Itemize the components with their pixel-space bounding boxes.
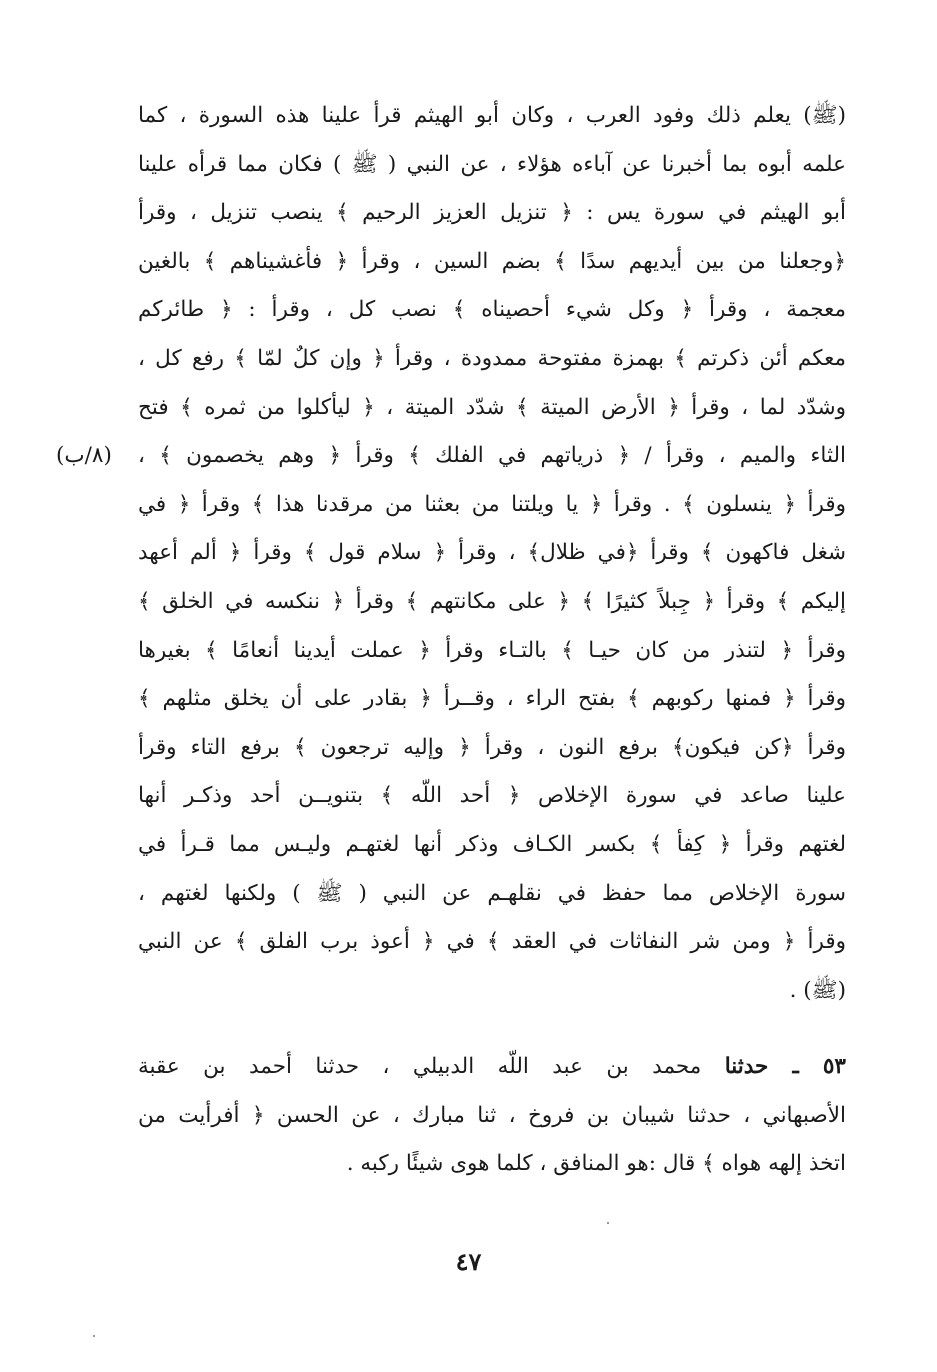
page-number: ٤٧ [455,1247,482,1276]
text-line: (ﷺ) . [789,977,846,1003]
text-line: الأصبهاني ، حدثنا شيبان بن فروخ ، ثنا مبارك ، عن الحسن ﴿ أفرأيت من [138,1102,846,1128]
text-line: وشدّد لما ، وقرأ ﴿ الأرض الميتة ﴾ شدّد الميتة ، ﴿ ليأكلوا من ثمره ﴾ فتح [138,394,846,420]
text-line: أبو الهيثم في سورة يس : ﴿ تنزيل العزيز الرحيم ﴾ ينصب تنزيل ، وقرأ [138,200,846,226]
text-line: لغتهم وقرأ ﴿ كِفأ ﴾ بكسر الكـاف وذكر أنها لغتهـم وليـس مما قـرأ في [138,831,846,857]
text-line: سورة الإخلاص مما حفظ في نقلهـم عن النبي ( ﷺ ) ولكنها لغتهم ، [138,880,846,906]
text-line: شغل فاكهون ﴾ وقرأ ﴿في ظلال﴾ ، وقرأ ﴿ سلام قول ﴾ وقرأ ﴿ ألم أعهد [138,540,846,566]
text-line: وقرأ ﴿ لتنذر من كان حيـا ﴾ بالتـاء وقرأ ﴿ عملت أيدينا أنعامًا ﴾ بغيرها [138,637,846,663]
scan-speck [607,1222,609,1224]
text-line: اتخذ إلهه هواه ﴾ قال :هو المنافق ، كلما هوى شيئًا ركبه . [346,1151,846,1177]
text-line: وقرأ ﴿ ينسلون ﴾ . وقرأ ﴿ يا ويلتنا من بعثنا من مرقدنا هذا ﴾ وقرأ ﴿ في [138,491,846,517]
text-line: معكم أئن ذكرتم ﴾ بهمزة مفتوحة ممدودة ، وقرأ ﴿ وإن كلٌ لمّا ﴾ رفع كل ، [138,345,846,371]
paragraph-1 [138,92,846,1015]
text-line: ﴿وجعلنا من بين أيديهم سدًا ﴾ بضم السين ، وقرأ ﴿ فأغشيناهم ﴾ بالغين [138,248,846,274]
text-line: علينا صاعد في سورة الإخلاص ﴿ أحد اللّه ﴾ بتنويــن أحد وذكـر أنها [138,783,846,809]
hadith-number: ٥٣ ـ حدثنا [724,1054,846,1079]
text-line: وقرأ ﴿كن فيكون﴾ برفع النون ، وقرأ ﴿ وإليه ترجعون ﴾ برفع التاء وقرأ [138,734,846,760]
text-line [138,1043,846,1092]
text-line: علمه أبوه بما أخبرنا عن آباءه هؤلاء ، عن النبي ( ﷺ ) فكان مما قرأه علينا [138,151,846,177]
text-line: وقرأ ﴿ فمنها ركوبهم ﴾ بفتح الراء ، وقــرأ ﴿ بقادر على أن يخلق مثلهم ﴾ [138,686,846,712]
text-line: الثاء والميم ، وقرأ / ﴿ ذرياتهم في الفلك ﴾ وقرأ ﴿ وهم يخصمون ﴾ ، [138,443,846,469]
margin-note: (٨/ب) [56,443,112,468]
text-line: وقرأ ﴿ ومن شر النفاثات في العقد ﴾ في ﴿ أعوذ برب الفلق ﴾ عن النبي [138,929,846,955]
text-line: معجمة ، وقرأ ﴿ وكل شيء أحصيناه ﴾ نصب كل ، وقرأ : ﴿ طائركم [138,297,846,323]
text-line: (ﷺ) يعلم ذلك وفود العرب ، وكان أبو الهيثم قرأ علينا هذه السورة ، كما [138,103,846,128]
scan-speck [93,1335,95,1337]
text-line: إليكم ﴾ وقرأ ﴿ جِبلاً كثيرًا ﴾ ﴿ على مكانتهم ﴾ وقرأ ﴿ ننكسه في الخلق ﴾ [138,588,846,614]
text-run: محمد بن عبد اللّه الدبيلي ، حدثنا أحمد بن عقبة [138,1054,702,1079]
paragraph-2 [138,1043,846,1189]
